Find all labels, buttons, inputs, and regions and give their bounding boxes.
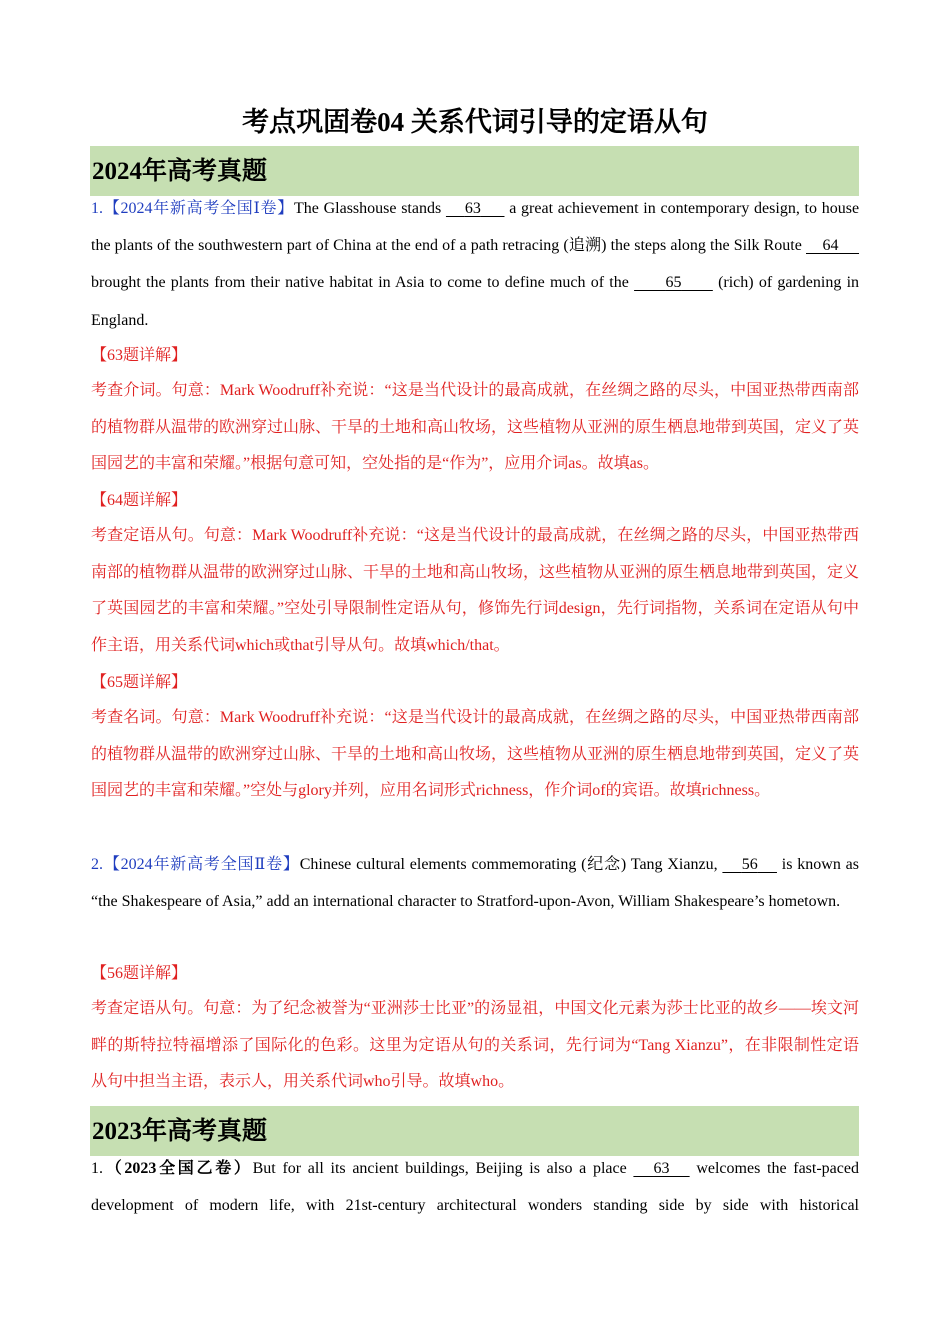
answer-label-63: 【63题详解】	[91, 347, 188, 364]
question-source: （2023全国乙卷）	[103, 1160, 253, 1177]
question-text: Chinese cultural elements commemorating (纪念) Tang Xianzu,	[299, 856, 718, 873]
question-text: welcomes the fast-paced development of modern life, with 21st-century architectural wonders standing side by side with historical	[91, 1160, 859, 1215]
blank-65: 65	[665, 274, 682, 292]
question-text: But for all its ancient buildings, Beijing is also a place	[252, 1160, 627, 1177]
question-number: 1.	[91, 200, 103, 217]
question-source: 【2024年新高考全国Ⅱ卷】	[103, 856, 300, 873]
answer-label-64: 【64题详解】	[91, 492, 188, 509]
question-2024-2	[91, 846, 859, 920]
section-heading-2024: 2024年高考真题	[90, 146, 859, 196]
question-text: a great achievement in contemporary design, to house the plants of the southwestern part of China at the end of a path retracing (追溯) the steps along the Silk Route	[91, 200, 860, 255]
question-2023-1	[91, 1150, 859, 1262]
question-text: The Glasshouse stands	[294, 200, 442, 217]
page-title: 考点巩固卷04 关系代词引导的定语从句	[242, 107, 708, 137]
question-2024-1	[91, 190, 859, 339]
answer-text-56: 考查定语从句。句意：为了纪念被誉为“亚洲莎士比亚”的汤显祖，中国文化元素为莎士比亚的故乡——埃文河畔的斯特拉特福增添了国际化的色彩。这里为定语从句的关系词，先行词为“Tang Xianzu”，在非限制性定语从句中担当主语，表示人，用关系代词who引导。故填who。	[91, 1000, 859, 1091]
question-number: 1.	[91, 1160, 103, 1177]
question-text: (rich) of gardening in England.	[91, 274, 860, 329]
blank-56: 56	[741, 856, 758, 873]
question-text: brought the plants from their native habitat in Asia to come to define much of the	[91, 274, 629, 292]
answer-label-56: 【56题详解】	[91, 965, 188, 982]
answer-text-64: 考查定语从句。句意：Mark Woodruff补充说：“这是当代设计的最高成就，在丝绸之路的尽头，中国亚热带西南部的植物群从温带的欧洲穿过山脉、干旱的土地和高山牧场，这些植物从亚洲的原生栖息地带到英国，定义了英国园艺的丰富和荣耀。”空处引导限制性定语从句，修饰先行词design，先行词指物，关系词在定语从句中作主语，用关系代词which或that引导从句。故填which/that。	[91, 527, 860, 654]
question-source: 【2024年新高考全国Ⅰ卷】	[103, 200, 294, 217]
blank-63-2023: 63	[653, 1160, 670, 1177]
answer-text-65: 考查名词。句意：Mark Woodruff补充说：“这是当代设计的最高成就，在丝绸之路的尽头，中国亚热带西南部的植物群从温带的欧洲穿过山脉、干旱的土地和高山牧场，这些植物从亚洲的原生栖息地带到英国，定义了英国园艺的丰富和荣耀。”空处与glory并列，应用名词形式richness，作介词of的宾语。故填richness。	[91, 709, 860, 800]
section-heading-2023: 2023年高考真题	[90, 1106, 859, 1156]
answer-text-63: 考查介词。句意：Mark Woodruff补充说：“这是当代设计的最高成就，在丝绸之路的尽头，中国亚热带西南部的植物群从温带的欧洲穿过山脉、干旱的土地和高山牧场，这些植物从亚洲的原生栖息地带到英国，定义了英国园艺的丰富和荣耀。”根据句意可知，空处指的是“作为”，应用介词as。故填as。	[91, 382, 860, 473]
question-number: 2.	[91, 856, 103, 873]
blank-64: 64	[822, 237, 839, 255]
question-text: is known as “the Shakespeare of Asia,” add an international character to Stratford-upon-Avon, William Shakespeare’s hometown.	[91, 856, 859, 911]
answer-label-65: 【65题详解】	[91, 674, 188, 691]
blank-63: 63	[464, 200, 481, 217]
